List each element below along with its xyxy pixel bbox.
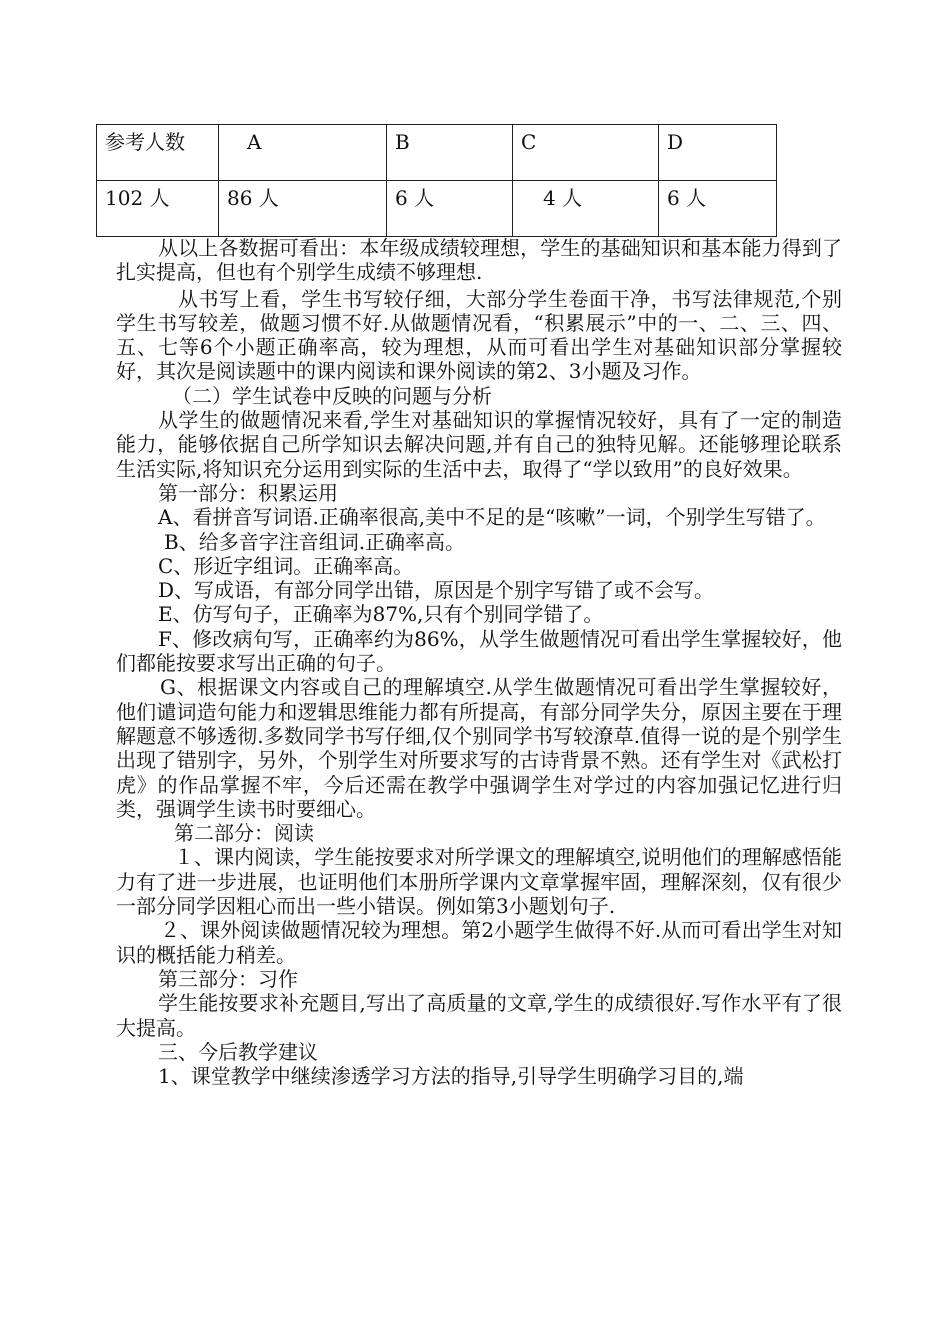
score-table — [96, 124, 777, 237]
table-row — [97, 181, 777, 237]
table-cell: 102 人 — [97, 181, 219, 237]
table-cell: A — [219, 125, 387, 181]
table-cell: 4 人 — [513, 181, 659, 237]
section-heading: 三、今后教学建议 — [158, 1039, 318, 1064]
paragraph: １、课内阅读，学生能按要求对所学课文的理解填空,说明他们的理解感悟能力有了进一步进展，也证明他们本册所学课内文章掌握牢固，理解深刻，仅有很少一部分同学因粗心而出一些小错误。例如第3小题划句子. — [116, 845, 842, 919]
paragraph: 学生能按要求补充题目,写出了高质量的文章,学生的成绩很好.写作水平有了很大提高。 — [116, 991, 842, 1040]
paragraph: ２、课外阅读做题情况较为理想。第2小题学生做得不好.从而可看出学生对知识的概括能力稍差。 — [116, 918, 842, 967]
body-text — [116, 236, 842, 1088]
paragraph: 从以上各数据可看出：本年级成绩较理想，学生的基础知识和基本能力得到了扎实提高，但也有个别学生成绩不够理想. — [116, 236, 842, 285]
section-heading: 第三部分：习作 — [158, 966, 298, 991]
paragraph: F、修改病句写，正确率约为86%，从学生做题情况可看出学生掌握较好，他们都能按要求写出正确的句子。 — [116, 626, 842, 676]
table-cell: 86 人 — [219, 181, 387, 237]
paragraph: B、给多音字注音组词.正确率高。 — [164, 529, 466, 554]
table-cell: D — [659, 125, 777, 181]
section-heading: （二）学生试卷中反映的问题与分析 — [172, 383, 492, 408]
table-cell: 参考人数 — [97, 125, 219, 181]
paragraph: 从书写上看，学生书写较仔细，大部分学生卷面干净，书写法律规范,个别学生书写较差，做题习惯不好.从做题情况看，“积累展示”中的一、二、三、四、五、七等6个小题正确率高，较为理想，从而可看出学生对基础知识部分掌握较好，其次是阅读题中的课内阅读和课外阅读的第2、3小题及习作。 — [116, 286, 842, 384]
paragraph: E、仿写句子，正确率为87%,只有个别同学错了。 — [158, 602, 604, 627]
paragraph: 1、课堂教学中继续渗透学习方法的指导,引导学生明确学习目的,端 — [158, 1064, 744, 1089]
section-heading: 第一部分：积累运用 — [158, 480, 338, 505]
section-heading: 第二部分：阅读 — [174, 821, 314, 846]
table-cell: C — [513, 125, 659, 181]
paragraph: 从学生的做题情况来看,学生对基础知识的掌握情况较好，具有了一定的制造能力，能够依据自己所学知识去解决问题,并有自己的独特见解。还能够理论联系生活实际,将知识充分运用到实际的生活中去，取得了“学以致用”的良好效果。 — [116, 408, 842, 481]
paragraph: C、形近字组词。正确率高。 — [158, 553, 414, 578]
table-cell: 6 人 — [659, 181, 777, 237]
paragraph: G、根据课文内容或自己的理解填空.从学生做题情况可看出学生掌握较好，他们谴词造句能力和逻辑思维能力都有所提高，有部分同学失分，原因主要在于理解题意不够透彻.多数同学书写仔细,仅个别同学书写较潦草.值得一说的是个别学生出现了错别字，另外，个别学生对所要求写的古诗背景不熟。还有学生对《武松打虎》的作品掌握不牢，今后还需在教学中强调学生对学过的内容加强记忆进行归类，强调学生读书时要细心。 — [116, 675, 842, 821]
table-header-row — [97, 125, 777, 181]
paragraph: D、写成语，有部分同学出错，原因是个别字写错了或不会写。 — [158, 578, 715, 603]
paragraph: A、看拼音写词语.正确率很高,美中不足的是“咳嗽”一词，个别学生写错了。 — [158, 505, 826, 530]
table-cell: B — [387, 125, 513, 181]
table-cell: 6 人 — [387, 181, 513, 237]
